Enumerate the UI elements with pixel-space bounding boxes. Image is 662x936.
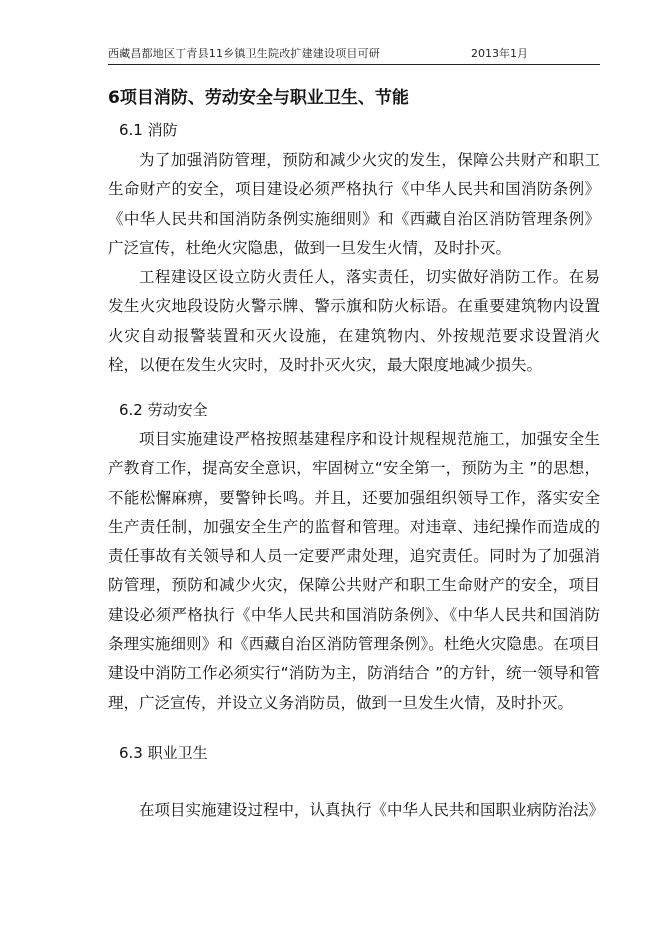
paragraph: 项目实施建设严格按照基建程序和设计规程规范施工，加强安全生产教育工作，提高安全意识，牢固树立“安全第一，预防为主 ”的思想，不能松懈麻痹，要警钟长鸣。并且，还要加强组织领导工作，落实安全生产责任制，加强安全生产的监督和管理。对违章、违纪操作而造成的责任事故有关领导和人员一定要严肃处理，追究责任。同时为了加强消防管理，预防和减少火灾，保障公共财产和职工生命财产的安全，项目建设必须严格执行《中华人民共和国消防条例》、《中华人民共和国消防条理实施细则》和《西藏自治区消防管理条例》。杜绝火灾隐患。在项目建设中消防工作必须实行“消防为主，防消结合 ”的方针，统一领导和管理，广泛宣传，并设立义务消防员，做到一旦发生火情，及时扑灭。 <box>108 430 600 712</box>
section-heading-labor-safety: 6.2 劳动安全 <box>119 401 208 419</box>
header-date: 2013年1月 <box>471 47 528 60</box>
chapter-title: 6项目消防、劳动安全与职业卫生、节能 <box>108 88 409 108</box>
paragraph: 工程建设区设立防火责任人，落实责任，切实做好消防工作。在易发生火灾地段设防火警示牌、警示旗和防火标语。在重要建筑物内设置火灾自动报警装置和灭火设施，在建筑物内、外按规范要求设置消火栓，以便在发生火灾时，及时扑灭火灾，最大限度地减少损失。 <box>108 268 600 374</box>
section-heading-occupational-health: 6.3 职业卫生 <box>119 744 208 762</box>
paragraph: 在项目实施建设过程中，认真执行《中华人民共和国职业病防治法》 <box>139 801 605 819</box>
page-header <box>108 45 598 63</box>
header-divider <box>108 64 600 65</box>
header-project-title: 西藏昌都地区丁青县11乡镇卫生院改扩建建设项目可研 <box>108 47 380 60</box>
paragraph: 为了加强消防管理，预防和减少火灾的发生，保障公共财产和职工生命财产的安全，项目建设必须严格执行《中华人民共和国消防条例》《中华人民共和国消防条例实施细则》和《西藏自治区消防管理条例》广泛宣传，杜绝火灾隐患，做到一旦发生火情，及时扑灭。 <box>108 151 600 257</box>
section-heading-fire-protection: 6.1 消防 <box>119 121 178 139</box>
